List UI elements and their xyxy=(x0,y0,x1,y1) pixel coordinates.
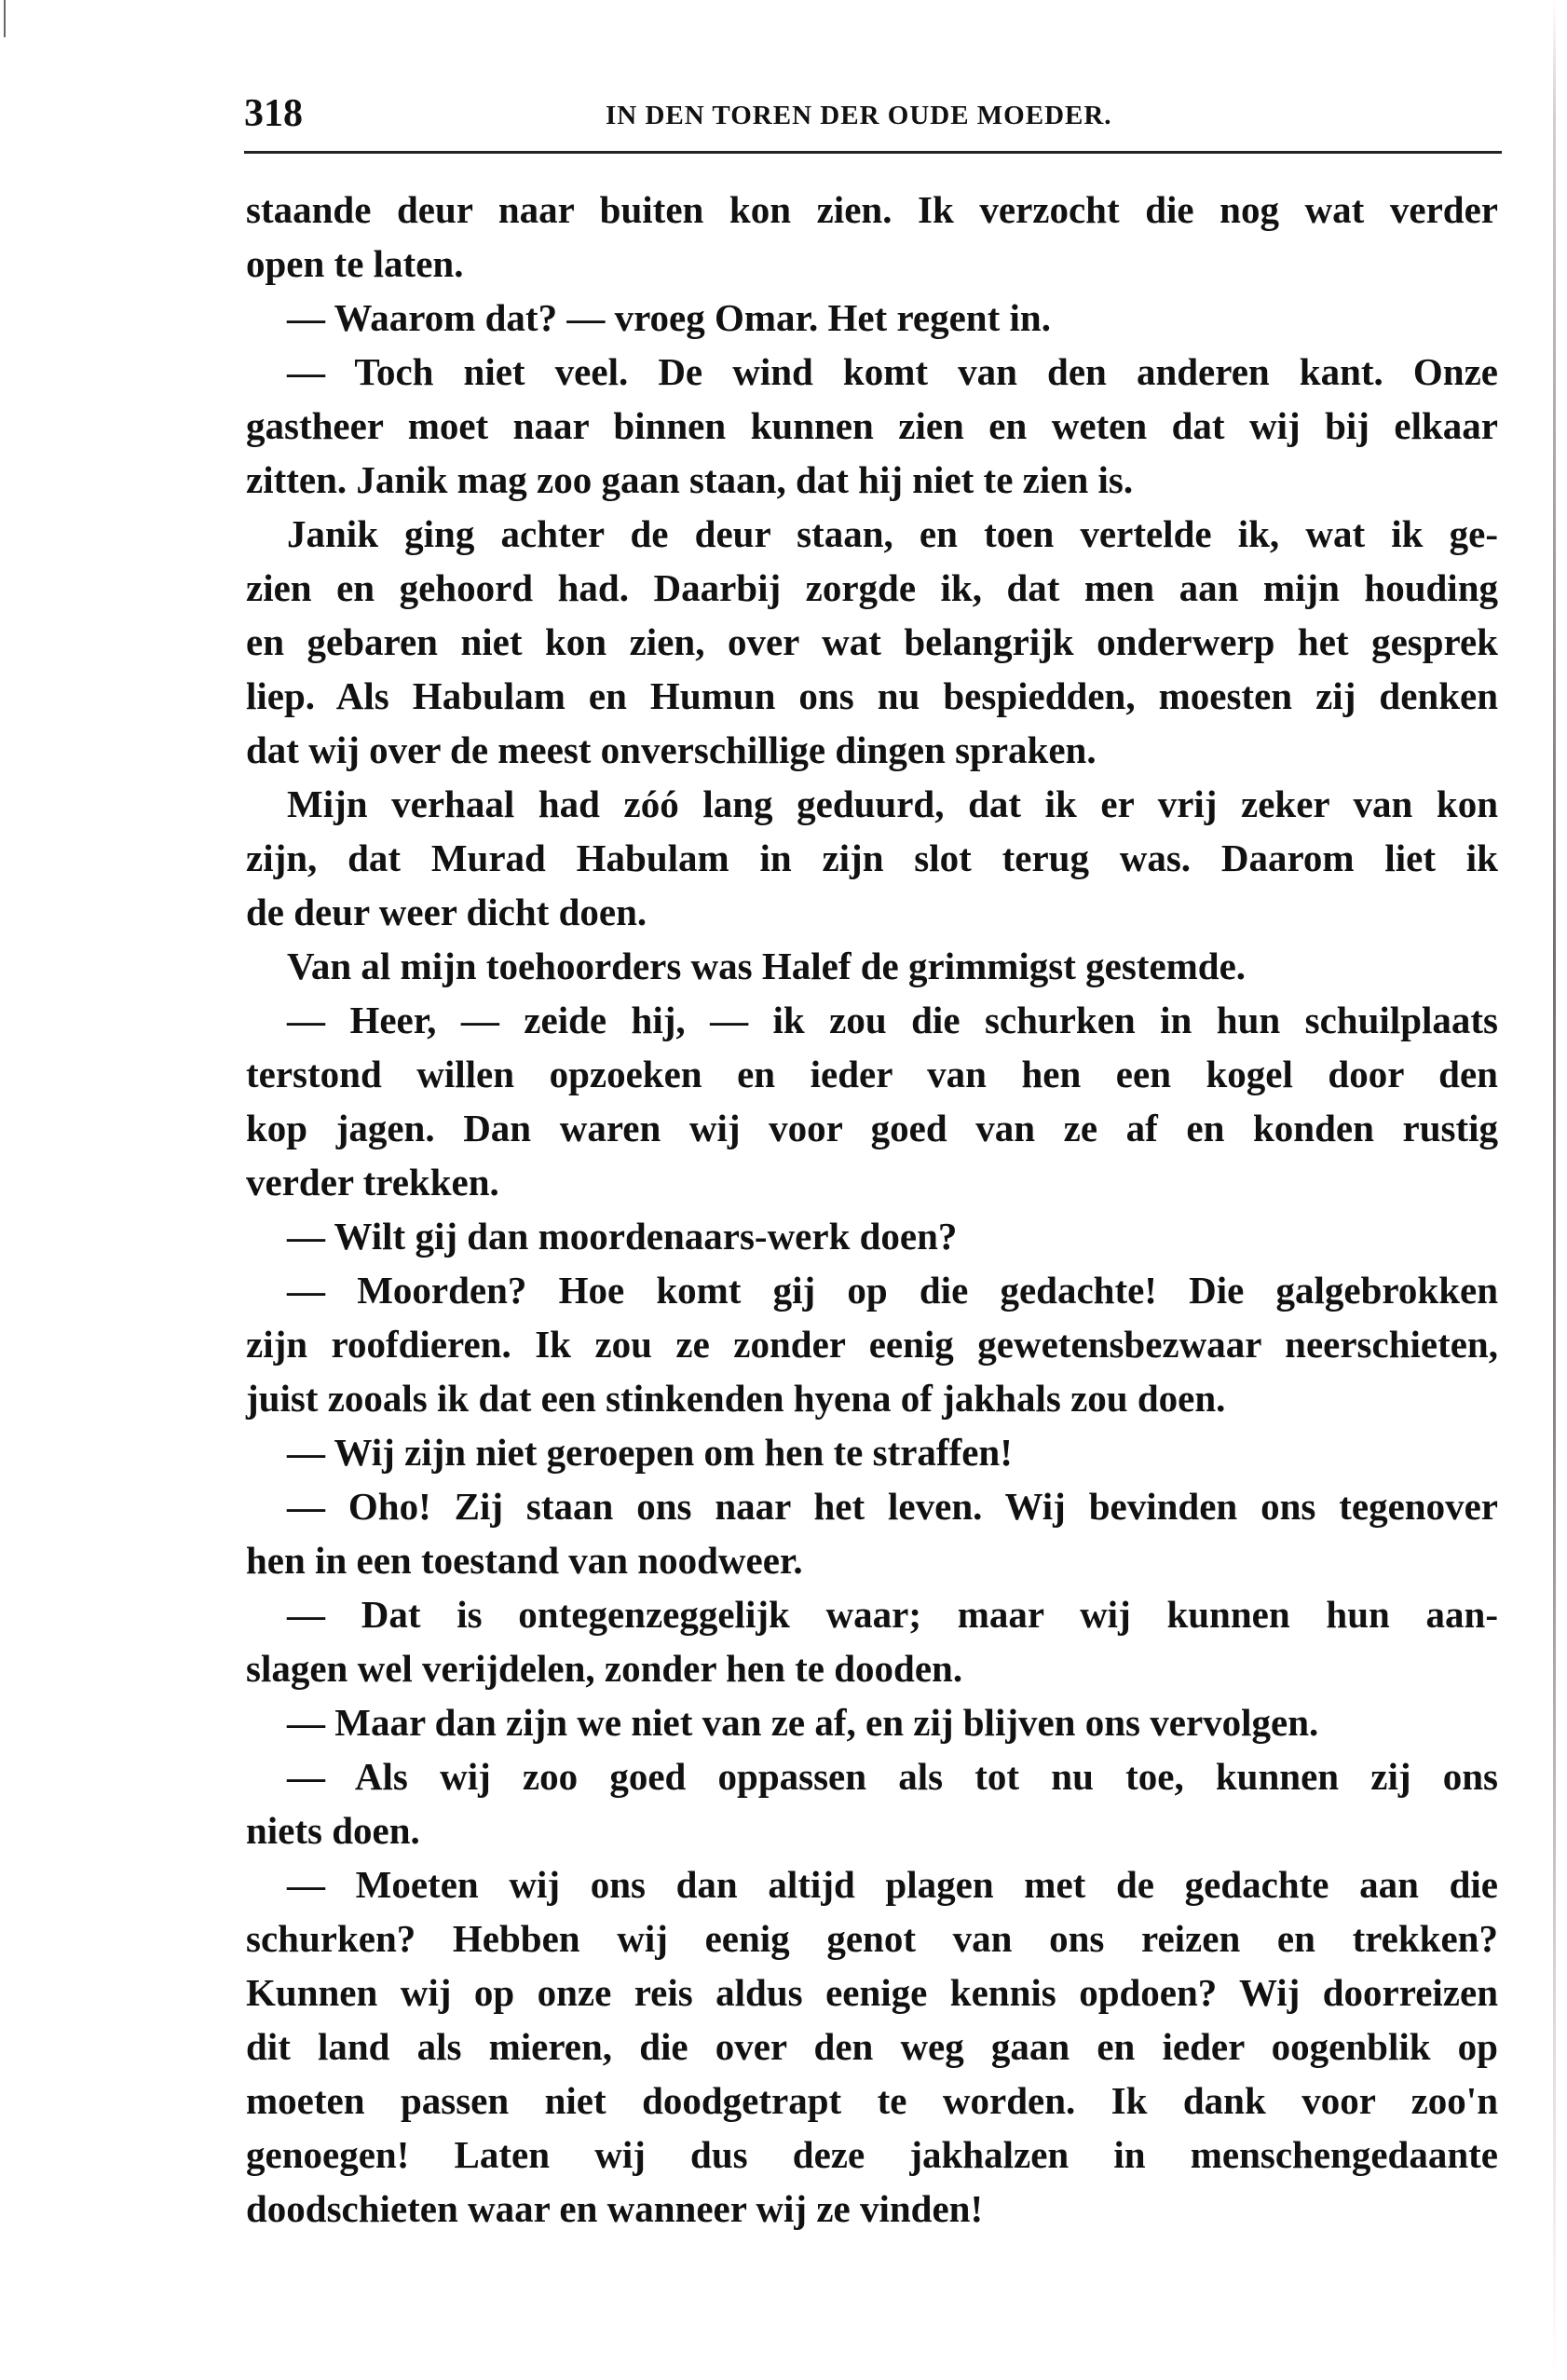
text-line: gastheer moet naar binnen kunnen zien en weten dat wij bij elkaar xyxy=(246,404,1498,447)
running-title: IN DEN TOREN DER OUDE MOEDER. xyxy=(606,101,1112,130)
text-line: de deur weer dicht doen. xyxy=(246,891,647,933)
text-line: liep. Als Habulam en Humun ons nu bespiedden, moesten zij denken xyxy=(246,674,1498,717)
page-body-text xyxy=(246,183,1498,2236)
text-line: — Oho! Zij staan ons naar het leven. Wij bevinden ons tegenover xyxy=(287,1485,1498,1528)
text-line: — Wilt gij dan moordenaars-werk doen? xyxy=(287,1215,958,1258)
text-line: — Moorden? Hoe komt gij op die gedachte! Die galgebrokken xyxy=(287,1269,1498,1312)
text-line: — Toch niet veel. De wind komt van den anderen kant. Onze xyxy=(287,350,1498,393)
text-line: staande deur naar buiten kon zien. Ik verzocht die nog wat verder xyxy=(246,188,1498,231)
text-line: terstond willen opzoeken en ieder van hen een kogel door den xyxy=(246,1053,1498,1095)
scan-margin-mark xyxy=(4,0,6,37)
text-line: dit land als mieren, die over den weg gaan en ieder oogenblik op xyxy=(246,2025,1498,2068)
text-line: kop jagen. Dan waren wij voor goed van ze af en konden rustig xyxy=(246,1107,1498,1149)
text-line: schurken? Hebben wij eenig genot van ons reizen en trekken? xyxy=(246,1917,1498,1960)
text-line: verder trekken. xyxy=(246,1161,499,1204)
text-line: zijn, dat Murad Habulam in zijn slot terug was. Daarom liet ik xyxy=(246,836,1498,879)
text-line: — Waarom dat? — vroeg Omar. Het regent in. xyxy=(287,296,1051,339)
text-line: open te laten. xyxy=(246,242,464,285)
text-line: — Moeten wij ons dan altijd plagen met de gedachte aan die xyxy=(287,1863,1498,1906)
text-line: niets doen. xyxy=(246,1809,420,1852)
text-line: — Dat is ontegenzeggelijk waar; maar wij kunnen hun aan- xyxy=(287,1593,1498,1636)
text-line: Janik ging achter de deur staan, en toen vertelde ik, wat ik ge- xyxy=(287,512,1498,555)
text-line: hen in een toestand van noodweer. xyxy=(246,1539,803,1582)
text-line: Van al mijn toehoorders was Halef de grimmigst gestemde. xyxy=(287,945,1247,987)
text-line: zien en gehoord had. Daarbij zorgde ik, dat men aan mijn houding xyxy=(246,566,1498,609)
text-line: zijn roofdieren. Ik zou ze zonder eenig gewetensbezwaar neerschieten, xyxy=(246,1323,1498,1366)
text-line: moeten passen niet doodgetrapt te worden. Ik dank voor zoo'n xyxy=(246,2079,1498,2122)
text-line: doodschieten waar en wanneer wij ze vinden! xyxy=(246,2187,984,2230)
text-line: — Heer, — zeide hij, — ik zou die schurken in hun schuilplaats xyxy=(287,999,1498,1041)
page-number: 318 xyxy=(244,92,303,135)
text-line: Kunnen wij op onze reis aldus eenige kennis opdoen? Wij doorreizen xyxy=(246,1971,1498,2014)
text-line: en gebaren niet kon zien, over wat belangrijk onderwerp het gesprek xyxy=(246,620,1498,663)
scan-page-edge xyxy=(1553,0,1556,2380)
text-line: zitten. Janik mag zoo gaan staan, dat hij niet te zien is. xyxy=(246,458,1134,501)
text-line: slagen wel verijdelen, zonder hen te dooden. xyxy=(246,1647,963,1690)
text-line: juist zooals ik dat een stinkenden hyena of jakhals zou doen. xyxy=(246,1377,1226,1420)
text-line: dat wij over de meest onverschillige dingen spraken. xyxy=(246,728,1097,771)
text-line: — Maar dan zijn we niet van ze af, en zij blijven ons vervolgen. xyxy=(287,1701,1319,1744)
header-rule xyxy=(244,151,1502,154)
text-line: — Als wij zoo goed oppassen als tot nu toe, kunnen zij ons xyxy=(287,1755,1498,1798)
text-line: Mijn verhaal had zóó lang geduurd, dat ik er vrij zeker van kon xyxy=(287,782,1498,825)
text-line: genoegen! Laten wij dus deze jakhalzen in menschengedaante xyxy=(246,2133,1498,2176)
text-line: — Wij zijn niet geroepen om hen te straffen! xyxy=(287,1431,1013,1474)
